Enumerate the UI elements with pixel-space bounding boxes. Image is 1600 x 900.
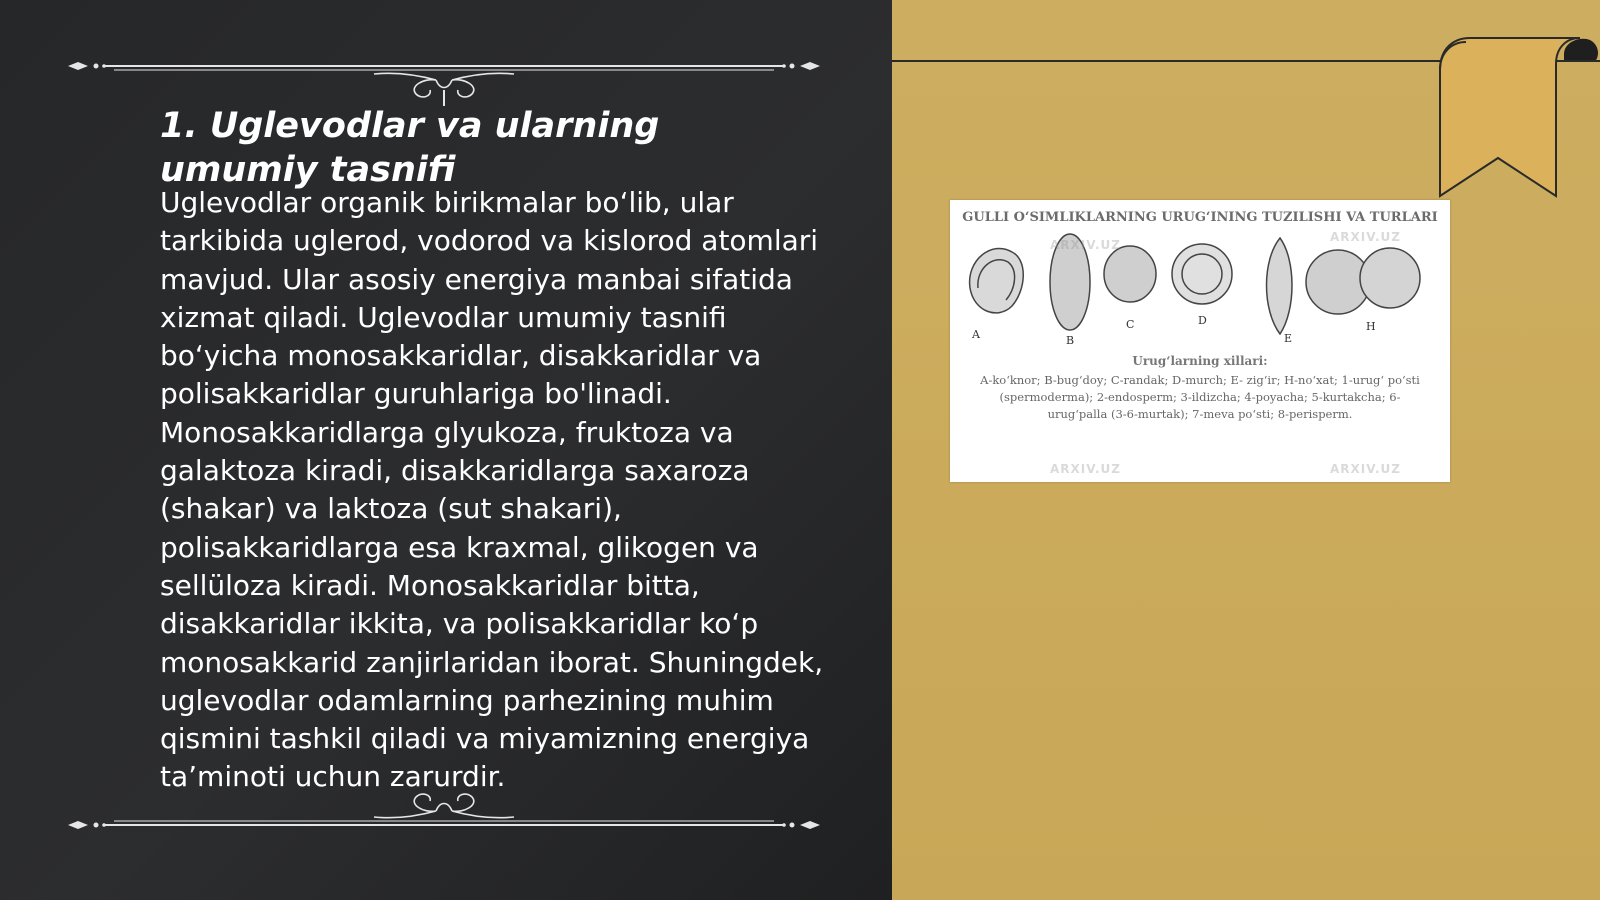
fig-label-b: B [1066,334,1075,347]
seed-c-drawing [1104,246,1156,302]
seed-d-drawing [1172,244,1232,304]
seed-structure-figure [950,200,1450,482]
fig-label-a: A [972,328,980,341]
fig-label-h: H [1366,320,1376,333]
slide-body-text: Uglevodlar organik birikmalar bo‘lib, ular tarkibida uglerod, vodorod va kislorod atomlari mavjud. Ular asosiy energiya manbai sifatida xizmat qiladi. Uglevodlar umumiy tasnifi bo‘yicha monosakkaridlar, disakkaridlar va polisakkaridlar guruhlariga bo'linadi. Monosakkaridlarga glyukoza, fruktoza va galaktoza kiradi, disakkaridlarga saxaroza (shakar) va laktoza (sut shakari), polisakkaridlarga esa kraxmal, glikogen va sellüloza kiradi. Monosakkaridlar bitta, disakkaridlar ikkita, va polisakkaridlar ko‘p monosakkarid zanjirlaridan iborat. Shuningdek, uglevodlar odamlarning parhezining muhim qismini tashkil qiladi va miyamizning energiya ta’minoti uchun zarurdir. [160,186,824,794]
slide-title: 1. Uglevodlar va ularning umumiy tasnifi [160,106,660,190]
figure-caption-title: Urug‘larning xillari: [1132,354,1268,368]
bottom-ornament [64,785,824,845]
top-ornament [64,50,824,110]
seed-e-drawing [1267,238,1293,334]
watermark-text: ARXIV.UZ [1050,462,1121,476]
fig-label-c: C [1126,318,1135,331]
fig-label-d: D [1198,314,1207,327]
figure-title: GULLI O‘SIMLIKLARNING URUG‘INING TUZILISHI VA TURLARI [962,210,1438,225]
watermark-text: ARXIV.UZ [1330,462,1401,476]
watermark-text: ARXIV.UZ [1330,230,1401,244]
bookmark-ribbon [1430,30,1600,205]
figure-caption: A-ko‘knor; B-bug‘doy; C-randak; D-murch; E- zig‘ir; H-no‘xat; 1-urug‘ po‘sti (spermodermа); 2-endosperm; 3-ildizcha; 4-poyacha; 5-kurtakcha; 6-urug‘palla (3-6-murtak); 7-meva po‘sti; 8-perisperm. [980,373,1420,421]
watermark-text: ARXIV.UZ [1050,238,1121,252]
fig-label-e: E [1284,332,1293,345]
seed-illustrations [962,230,1438,348]
